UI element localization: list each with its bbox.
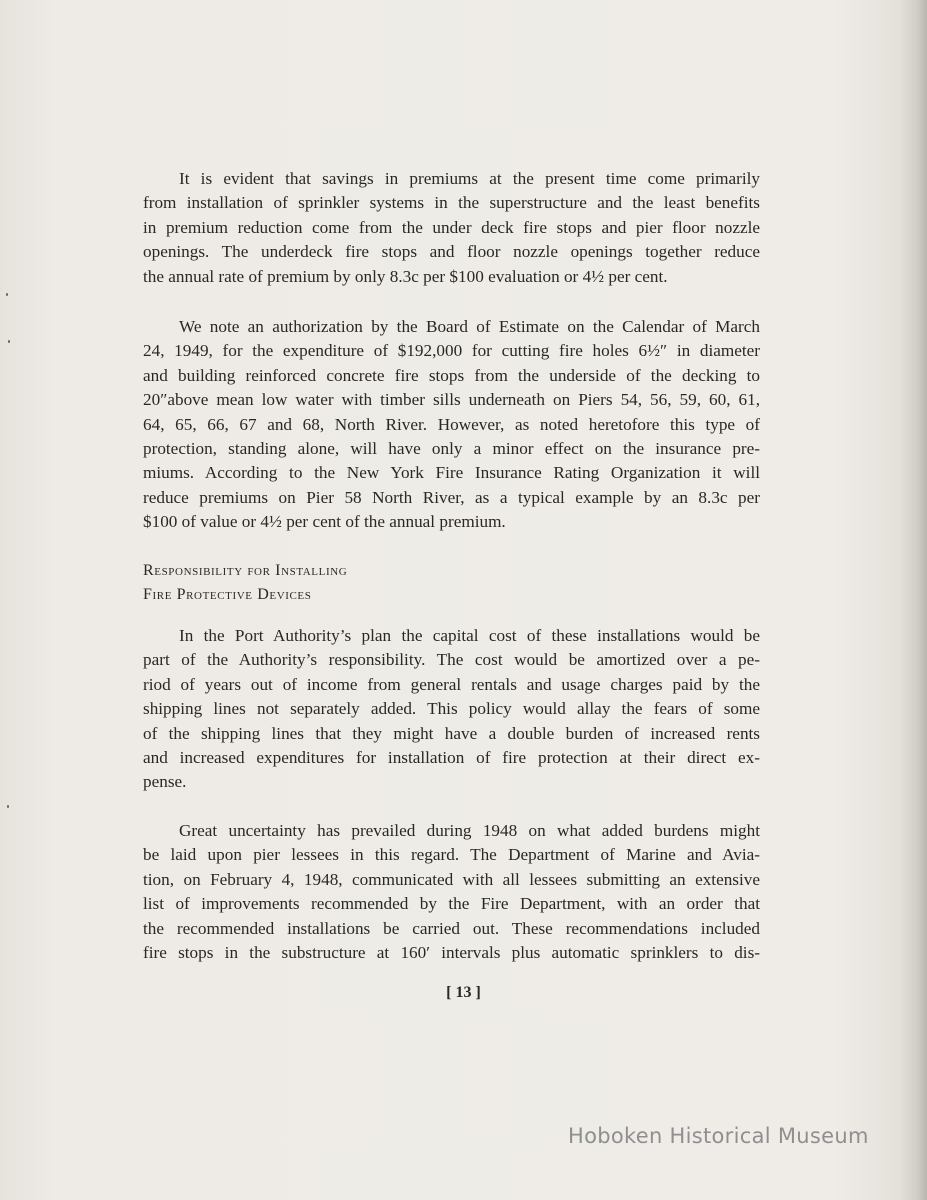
text-line: riod of years out of income from general rentals and usage charges paid by the	[143, 674, 760, 694]
text-line: openings. The underdeck fire stops and floor nozzle openings together reduce	[143, 242, 760, 262]
text-line: of the shipping lines that they might have a double burden of increased rents	[143, 723, 760, 743]
text-line: It is evident that savings in premiums at the present time come primarily	[179, 169, 760, 188]
section-heading-line-2: Fire Protective Devices	[143, 586, 312, 603]
text-line: and building reinforced concrete fire stops from the underside of the decking to	[143, 365, 760, 385]
text-line: in premium reduction come from the under deck fire stops and pier floor nozzle	[143, 217, 760, 237]
text-line: list of improvements recommended by the Fire Department, with an order that	[143, 894, 760, 914]
text-line: $100 of value or 4½ per cent of the annual premium.	[143, 512, 506, 532]
text-line: shipping lines not separately added. This policy would allay the fears of some	[143, 699, 760, 719]
text-line: 24, 1949, for the expenditure of $192,000 for cutting fire holes 6½″ in diameter	[143, 341, 760, 361]
text-line: We note an authorization by the Board of Estimate on the Calendar of March	[179, 317, 760, 336]
page-number: [ 13 ]	[446, 984, 481, 1001]
text-line: reduce premiums on Pier 58 North River, as a typical example by an 8.3c per	[143, 487, 760, 507]
scan-speck	[7, 805, 9, 808]
scan-speck	[8, 340, 10, 343]
text-line: and increased expenditures for installation of fire protection at their direct ex-	[143, 748, 760, 767]
text-line: In the Port Authority’s plan the capital cost of these installations would be	[179, 626, 760, 645]
text-line: be laid upon pier lessees in this regard. The Department of Marine and Avia-	[143, 845, 760, 865]
text-line: from installation of sprinkler systems in the superstructure and the least benefits	[143, 193, 760, 213]
section-heading-line-1: Responsibility for Installing	[143, 562, 348, 579]
text-line: part of the Authority’s responsibility. The cost would be amortized over a pe-	[143, 650, 760, 670]
watermark: Hoboken Historical Museum	[568, 1124, 869, 1148]
text-line: fire stops in the substructure at 160′ intervals plus automatic sprinklers to dis-	[143, 943, 760, 962]
text-line: 64, 65, 66, 67 and 68, North River. However, as noted heretofore this type of	[143, 414, 760, 434]
text-line: the recommended installations be carried out. These recommendations included	[143, 918, 760, 938]
text-line: tion, on February 4, 1948, communicated with all lessees submitting an extensive	[143, 869, 760, 889]
text-line: pense.	[143, 772, 187, 792]
text-line: the annual rate of premium by only 8.3c per $100 evaluation or 4½ per cent.	[143, 266, 668, 286]
text-line: miums. According to the New York Fire Insurance Rating Organization it will	[143, 463, 760, 483]
text-line: 20″above mean low water with timber sills underneath on Piers 54, 56, 59, 60, 61,	[143, 390, 760, 410]
scan-speck	[6, 293, 8, 296]
text-line: Great uncertainty has prevailed during 1948 on what added burdens might	[179, 821, 760, 840]
text-line: protection, standing alone, will have only a minor effect on the insurance pre-	[143, 439, 760, 458]
